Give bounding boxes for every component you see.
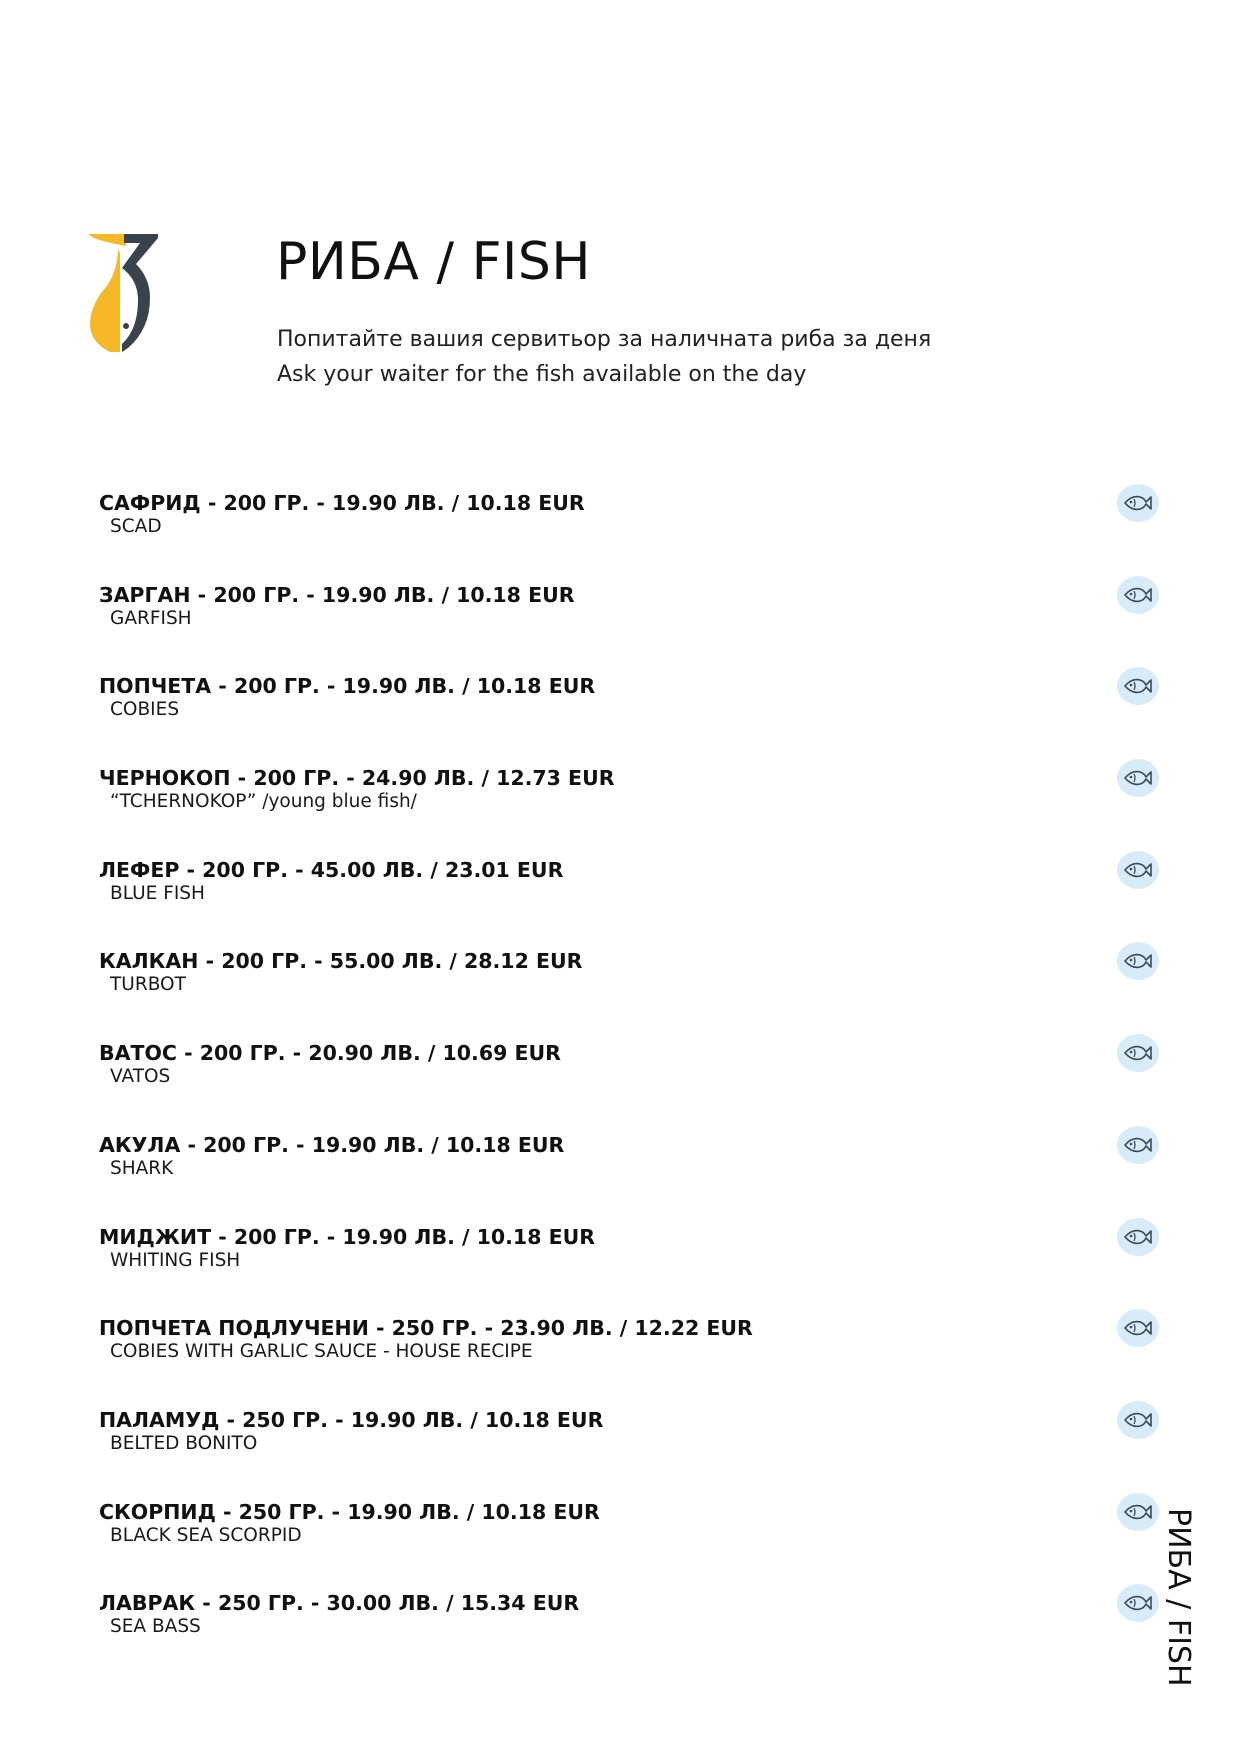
menu-item-subtitle: “TCHERNOKOP” /young blue fish/ [110,791,417,813]
menu-item [99,765,1159,857]
menu-item-subtitle: VATOS [110,1066,171,1088]
menu-item-subtitle: SHARK [110,1157,174,1179]
menu-item-title [99,582,1159,608]
menu-item-details: - 200 ГР. - 20.90 ЛВ. / 10.69 EUR [176,1041,561,1066]
menu-item-title [99,673,1159,699]
menu-item-title [99,1407,1159,1433]
menu-item-title [99,765,1159,791]
menu-item-details: - 200 ГР. - 19.90 ЛВ. / 10.18 EUR [190,582,575,607]
menu-item [99,1224,1159,1316]
menu-item-title [99,1315,1159,1341]
page-subtitle [277,322,931,392]
menu-item-subtitle: TURBOT [110,974,186,996]
menu-item-name: ЧЕРНОКОП [99,766,231,791]
menu-item-subtitle: BELTED BONITO [110,1432,258,1454]
side-label: РИБА / FISH [1161,1508,1196,1687]
menu-item-name: ПАЛАМУД [99,1407,220,1432]
menu-item-name: ЛЕФЕР [99,857,180,882]
menu-item-title [99,490,1159,516]
menu-item [99,673,1159,765]
menu-item [99,1040,1159,1132]
menu-item-subtitle: SEA BASS [110,1616,201,1638]
menu-item-subtitle: BLACK SEA SCORPID [110,1524,302,1546]
fish-icon [1117,576,1159,614]
restaurant-logo [88,234,158,352]
menu-item-subtitle: COBIES [110,699,180,721]
menu-item-name: ПОПЧЕТА [99,674,212,699]
fish-icon [1117,1493,1159,1531]
menu-item-details: - 250 ГР. - 30.00 ЛВ. / 15.34 EUR [195,1591,580,1616]
menu-item-subtitle: GARFISH [110,607,192,629]
menu-item [99,1315,1159,1407]
menu-item-details: - 200 ГР. - 19.90 ЛВ. / 10.18 EUR [211,674,596,699]
menu-item-name: МИДЖИТ [99,1224,212,1249]
menu-item-details: - 250 ГР. - 19.90 ЛВ. / 10.18 EUR [219,1407,604,1432]
menu-item-name: ЗАРГАН [99,582,191,607]
menu-item-name: ВАТОС [99,1041,177,1066]
menu-item-title [99,1499,1159,1525]
menu-item-name: САФРИД [99,491,201,515]
subtitle-bg: Попитайте вашия сервитьор за наличната риба за деня [277,327,932,352]
menu-item [99,1132,1159,1224]
menu-item-details: - 200 ГР. - 19.90 ЛВ. / 10.18 EUR [180,1132,565,1157]
menu-item-name: АКУЛА [99,1132,181,1157]
page-title: РИБА / FISH [276,232,591,292]
menu-item-name: СКОРПИД [99,1499,216,1524]
menu-item-title [99,1132,1159,1158]
menu-item-details: - 200 ГР. - 19.90 ЛВ. / 10.18 EUR [211,1224,596,1249]
fish-menu-list [99,490,1159,1682]
menu-item-subtitle: BLUE FISH [110,882,205,904]
fish-icon [1117,484,1159,522]
menu-item-title [99,857,1159,883]
menu-item-name: ЛАВРАК [99,1591,196,1616]
menu-item [99,490,1159,582]
menu-item [99,582,1159,674]
menu-item [99,1407,1159,1499]
menu-item-details: - 200 ГР. - 45.00 ЛВ. / 23.01 EUR [179,857,564,882]
menu-item [99,1590,1159,1682]
menu-item-name: ПОПЧЕТА ПОДЛУЧЕНИ [99,1316,369,1341]
menu-item-title [99,1040,1159,1066]
fish-icon [1117,1218,1159,1256]
menu-item-title [99,948,1159,974]
menu-item-title [99,1224,1159,1250]
fish-icon [1117,1034,1159,1072]
subtitle-en: Ask your waiter for the fish available on the day [277,362,807,387]
menu-item-subtitle: WHITING FISH [110,1249,241,1271]
menu-item-subtitle: SCAD [110,516,162,537]
menu-item-details: - 250 ГР. - 23.90 ЛВ. / 12.22 EUR [368,1316,753,1341]
fish-icon [1117,1401,1159,1439]
menu-item [99,948,1159,1040]
menu-item-details: - 250 ГР. - 19.90 ЛВ. / 10.18 EUR [215,1499,600,1524]
menu-item-subtitle: COBIES WITH GARLIC SAUCE - HOUSE RECIPE [110,1341,533,1363]
fish-icon [1117,1584,1159,1622]
menu-item [99,857,1159,949]
fish-icon [1117,1126,1159,1164]
fish-icon [1117,759,1159,797]
menu-item-name: КАЛКАН [99,949,199,974]
menu-item [99,1499,1159,1591]
menu-item-details: - 200 ГР. - 24.90 ЛВ. / 12.73 EUR [230,766,615,791]
menu-item-details: - 200 ГР. - 55.00 ЛВ. / 28.12 EUR [198,949,583,974]
fish-icon [1117,1309,1159,1347]
menu-item-details: - 200 ГР. - 19.90 ЛВ. / 10.18 EUR [200,491,585,515]
menu-item-title [99,1590,1159,1616]
fish-icon [1117,851,1159,889]
